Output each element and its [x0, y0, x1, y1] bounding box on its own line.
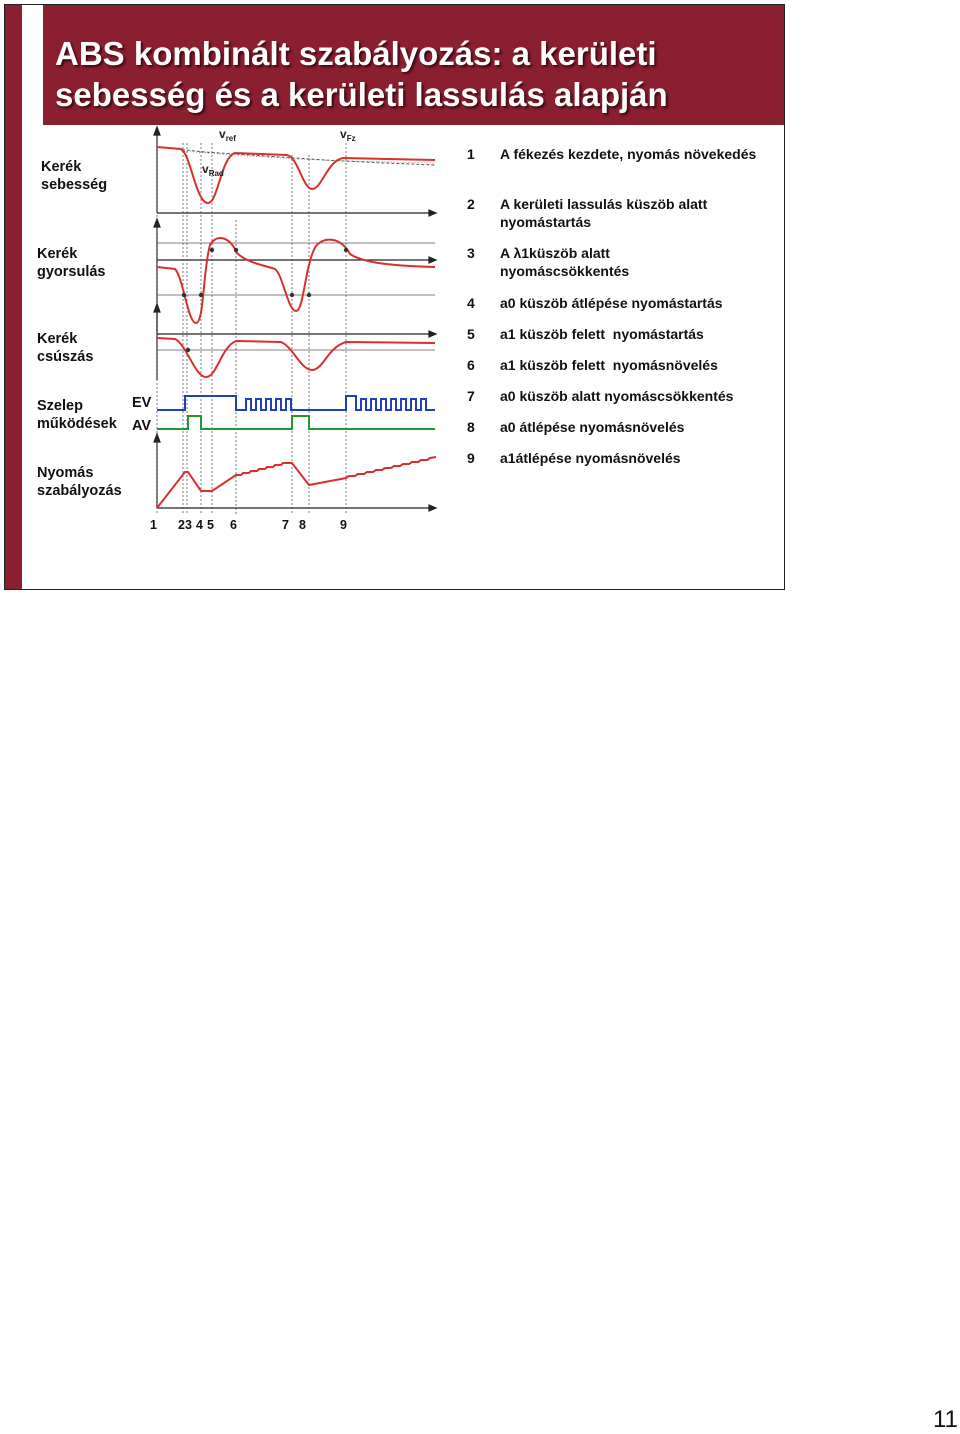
crossing-dot [290, 293, 294, 297]
v-fz-label: $v_{Fz}$ [340, 127, 356, 143]
event-lines [157, 143, 346, 515]
time-marker-3: 3 [185, 518, 192, 532]
row-label-pressure [37, 464, 122, 500]
crossing-dot [307, 293, 311, 297]
legend-number: 7 [467, 388, 475, 404]
wheel-speed-curve [157, 147, 435, 203]
row-label-wheel-acceleration [37, 245, 106, 281]
legend-number: 4 [467, 295, 475, 311]
crossing-dot [344, 248, 348, 252]
av-valve-signal [157, 416, 435, 429]
ev-valve-signal [157, 396, 435, 410]
crossing-dot [199, 293, 203, 297]
row-label-line: csúszás [37, 349, 94, 365]
accel-x-arrow [429, 257, 436, 263]
legend-number: 8 [467, 419, 475, 435]
legend-number: 3 [467, 245, 475, 261]
legend-number: 5 [467, 326, 475, 342]
legend-number: 9 [467, 450, 475, 466]
time-marker-7: 7 [282, 518, 289, 532]
legend-text: A kerületi lassulás küszöb alatt nyomástartás [500, 196, 708, 230]
time-marker-5: 5 [207, 518, 214, 532]
legend-text: a0 átlépése nyomásnövelés [500, 419, 685, 435]
pressure-curve [157, 457, 436, 508]
row-label-line: Kerék [41, 159, 82, 175]
row-label-line: sebesség [41, 177, 108, 193]
legend-text: A λ1küszöb alatt nyomáscsökkentés [500, 245, 630, 279]
crossing-dot [182, 293, 186, 297]
signal-labels [202, 127, 356, 178]
slide-title-line-2: sebesség és a kerületi lassulás alapján [55, 76, 668, 113]
crossing-dot [234, 248, 238, 252]
legend-number: 1 [467, 146, 475, 162]
row-label-wheel-slip [37, 330, 93, 366]
slide-title-line-1: ABS kombinált szabályozás: a kerületi [55, 35, 657, 72]
crossing-dot [210, 248, 214, 252]
v-ref-label: $v_{ref}$ [219, 127, 236, 143]
time-marker-1: 1 [150, 518, 157, 532]
crossing-dot [186, 348, 190, 352]
legend-text: A fékezés kezdete, nyomás növekedés [500, 146, 757, 162]
av-valve-tag: AV [132, 418, 152, 434]
page-number: 11 [933, 1406, 958, 1433]
legend-text: a0 küszöb átlépése nyomástartás [500, 295, 723, 311]
row-label-line: működések [37, 416, 117, 432]
time-marker-6: 6 [230, 518, 237, 532]
legend-number: 2 [467, 196, 475, 212]
v-rad-label: $v_{Rad}$ [202, 162, 224, 178]
time-marker-4: 4 [196, 518, 203, 532]
slip-x-arrow [429, 331, 436, 337]
legend-text: a1 küszöb felett nyomástartás [500, 326, 704, 342]
pressure-x-arrow [429, 505, 436, 511]
ev-valve-tag: EV [132, 395, 152, 411]
legend-text: a0 küszöb alatt nyomáscsökkentés [500, 388, 734, 404]
time-marker-2: 2 [178, 518, 185, 532]
row-label-line: szabályozás [37, 483, 122, 499]
speed-y-arrow [154, 127, 160, 135]
time-marker-9: 9 [340, 518, 347, 532]
wheel-slip-curve [157, 338, 435, 377]
row-label-line: Kerék [37, 246, 78, 262]
legend-number: 6 [467, 357, 475, 373]
time-marker-8: 8 [299, 518, 306, 532]
wheel-acceleration-curve [157, 238, 435, 323]
row-label-line: gyorsulás [37, 264, 106, 280]
slide [4, 4, 785, 590]
row-label-wheel-speed [41, 158, 107, 194]
speed-x-arrow [429, 210, 436, 216]
row-label-line: Nyomás [37, 465, 94, 481]
legend-text: a1átlépése nyomásnövelés [500, 450, 681, 466]
row-label-valves [37, 397, 117, 433]
legend-text: a1 küszöb felett nyomásnövelés [500, 357, 718, 373]
row-label-line: Kerék [37, 331, 78, 347]
row-label-line: Szelep [37, 398, 83, 414]
